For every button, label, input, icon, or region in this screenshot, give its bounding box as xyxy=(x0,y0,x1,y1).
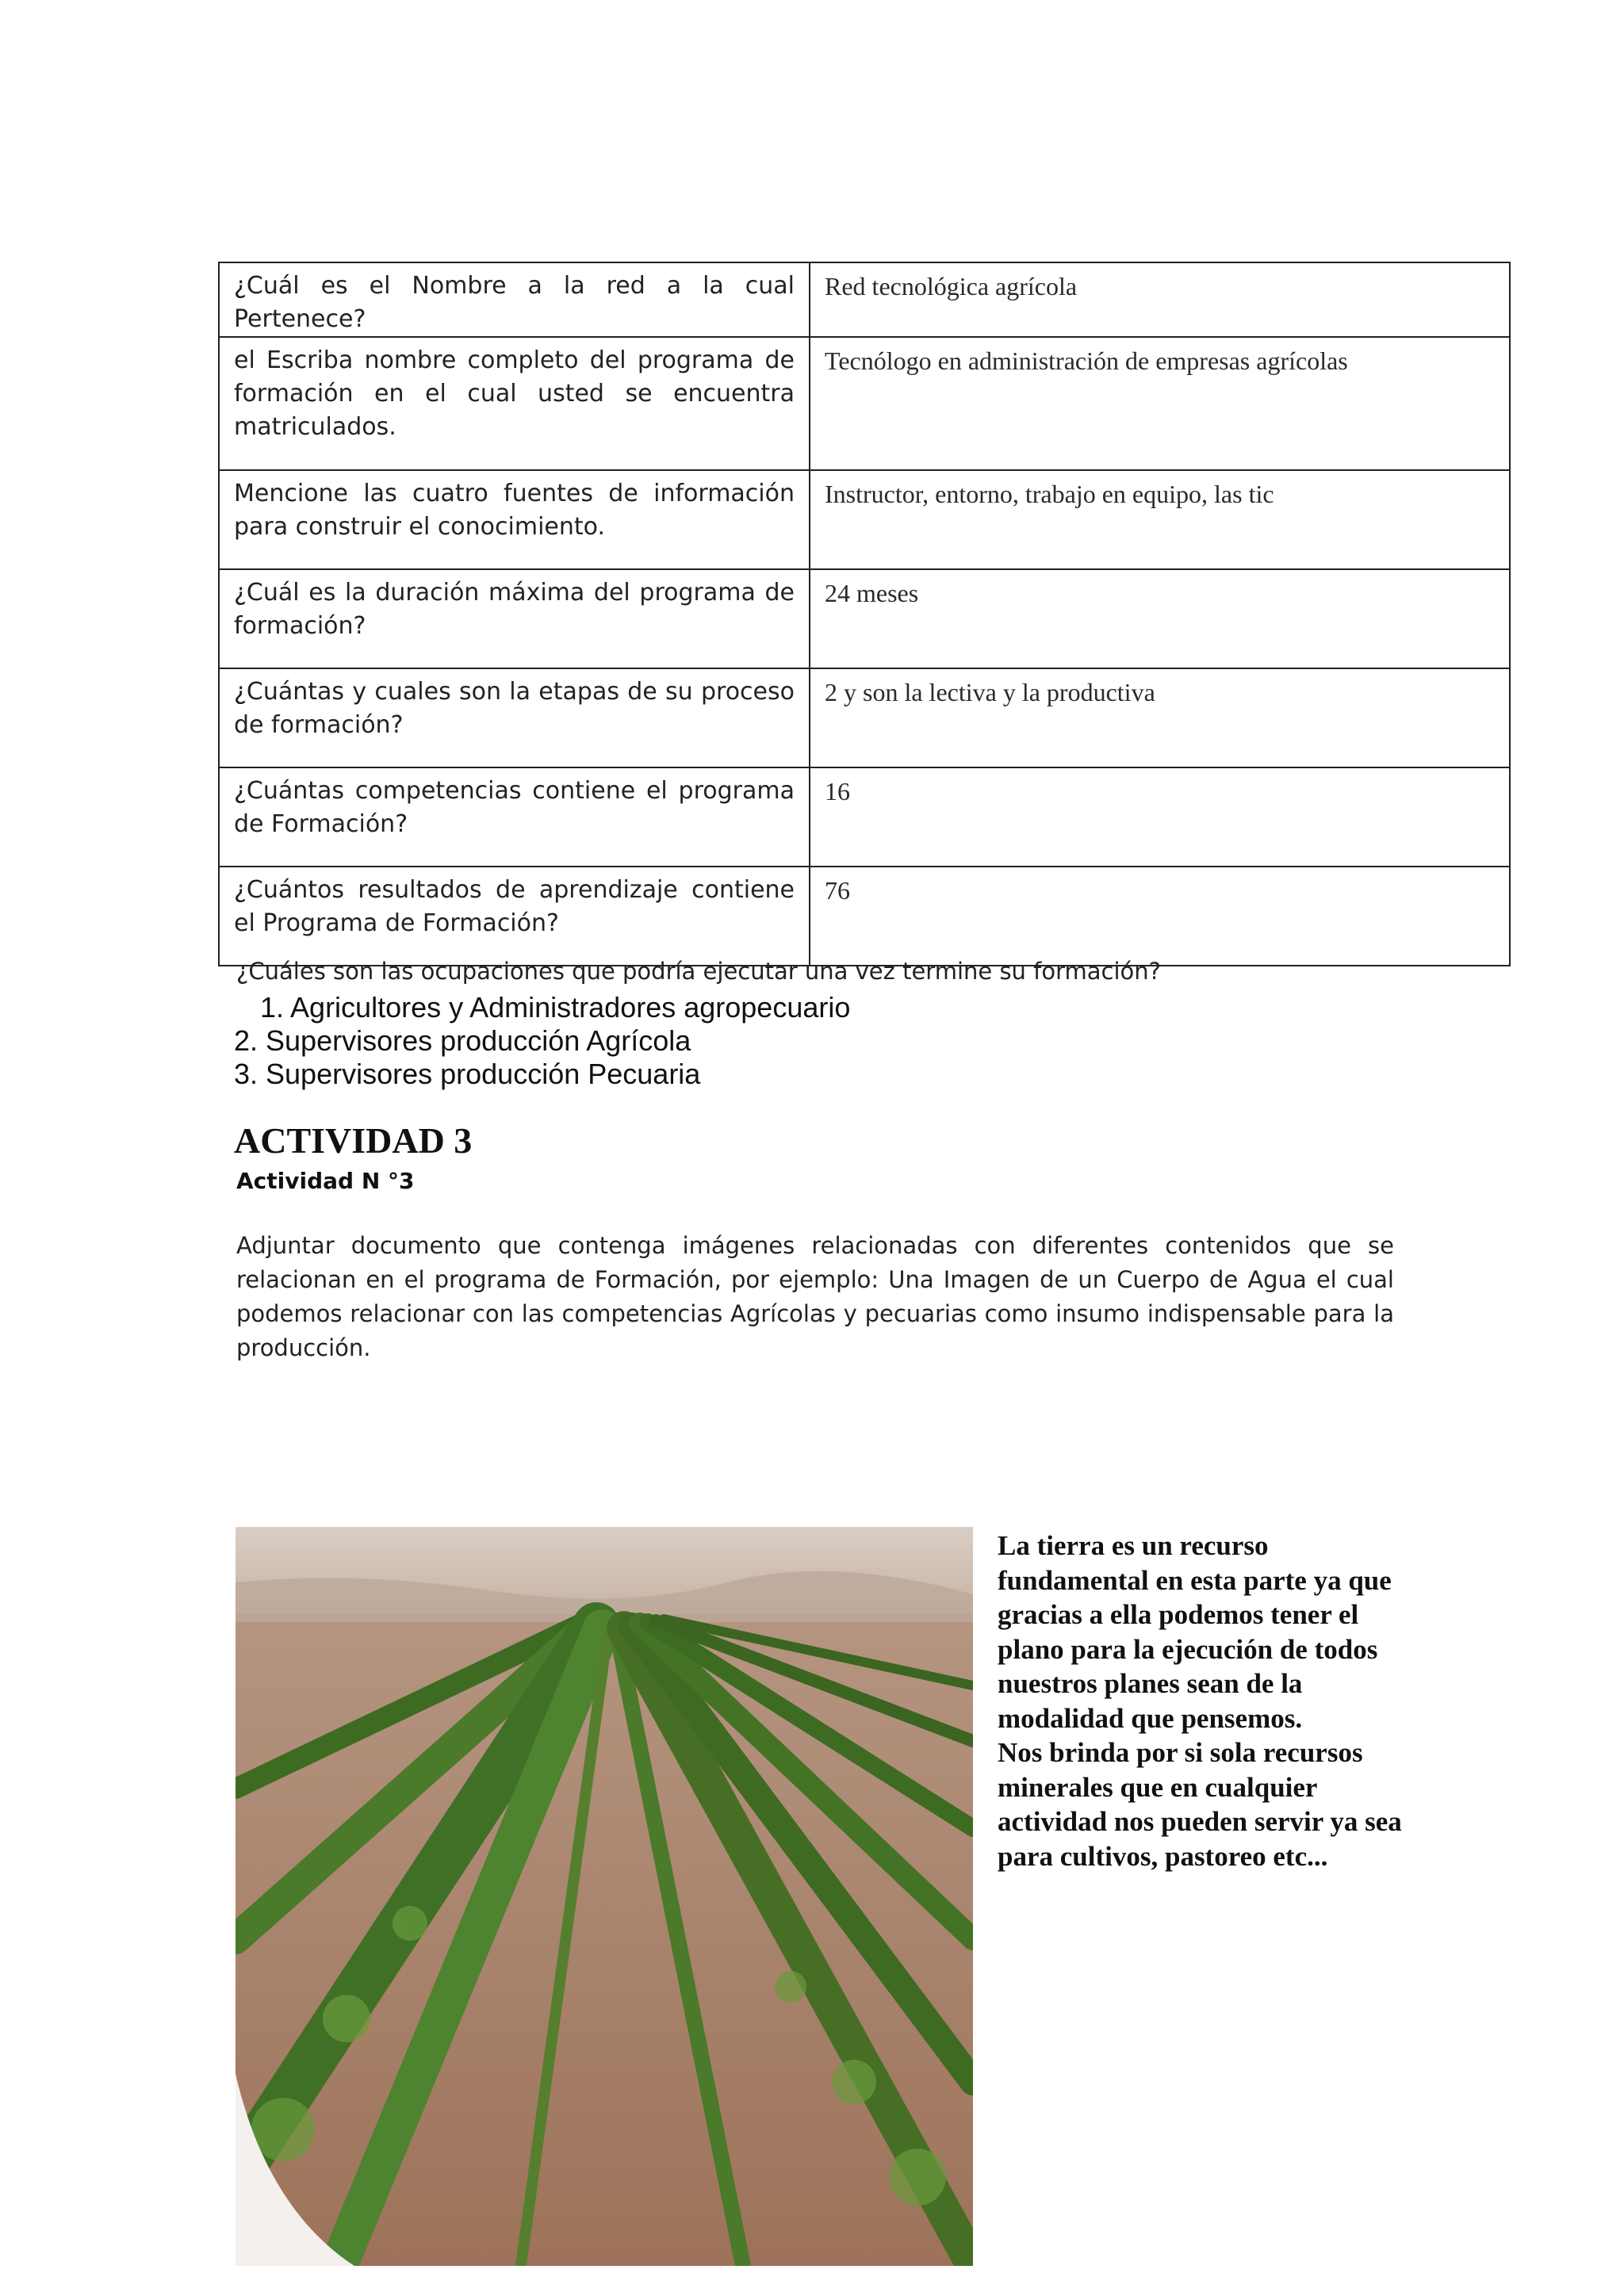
table-row xyxy=(219,569,1510,668)
question-cell: ¿Cuántos resultados de aprendizaje contiene el Programa de Formación? xyxy=(219,867,810,966)
answer-cell: 24 meses xyxy=(810,569,1510,668)
table-row xyxy=(219,867,1510,966)
table-row xyxy=(219,767,1510,867)
answer-cell: 2 y son la lectiva y la productiva xyxy=(810,668,1510,767)
qa-table xyxy=(218,262,1511,966)
answer-cell: 76 xyxy=(810,867,1510,966)
vineyard-illustration xyxy=(236,1527,973,2266)
activity-title: ACTIVIDAD 3 xyxy=(234,1120,473,1161)
side-text xyxy=(998,1529,1410,1873)
side-paragraph-2: Nos brinda por si sola recursos minerales que en cualquier actividad nos pueden servir ya sea para cultivos, pastoreo etc... xyxy=(998,1737,1402,1872)
activity-description: Adjuntar documento que contenga imágenes relacionadas con diferentes contenidos que se relacionan en el programa de Formación, por ejemplo: Una Imagen de un Cuerpo de Agua el cual podemos relacionar con las competencias Agrícolas y pecuarias como insumo indispensable para la producción. xyxy=(236,1232,1394,1361)
list-item: 3. Supervisores producción Pecuaria xyxy=(234,1058,701,1090)
list-item: 1. Agricultores y Administradores agropecuario xyxy=(260,991,851,1024)
list-item: 2. Supervisores producción Agrícola xyxy=(234,1024,691,1057)
question-cell: el Escriba nombre completo del programa de formación en el cual usted se encuentra matriculados. xyxy=(219,337,810,470)
question-cell: ¿Cuántas competencias contiene el programa de Formación? xyxy=(219,767,810,867)
activity-subtitle: Actividad N °3 xyxy=(236,1168,415,1194)
question-cell: ¿Cuántas y cuales son la etapas de su proceso de formación? xyxy=(219,668,810,767)
table-row xyxy=(219,470,1510,569)
answer-cell: Red tecnológica agrícola xyxy=(810,262,1510,337)
side-paragraph-1: La tierra es un recurso fundamental en esta parte ya que gracias a ella podemos tener el plano para la ejecución de todos nuestros planes sean de la modalidad que pensemos. xyxy=(998,1530,1392,1734)
table-row xyxy=(219,262,1510,337)
table-row xyxy=(219,668,1510,767)
table-row xyxy=(219,337,1510,470)
occupations-question: ¿Cuáles son las ocupaciones que podría ejecutar una vez termine su formación? xyxy=(236,958,1162,985)
answer-cell: 16 xyxy=(810,767,1510,867)
vineyard-photo xyxy=(236,1527,973,2266)
answer-cell: Instructor, entorno, trabajo en equipo, las tic xyxy=(810,470,1510,569)
answer-cell: Tecnólogo en administración de empresas agrícolas xyxy=(810,337,1510,470)
question-cell: ¿Cuál es el Nombre a la red a la cual Pertenece? xyxy=(219,262,810,337)
question-cell: Mencione las cuatro fuentes de información para construir el conocimiento. xyxy=(219,470,810,569)
question-cell: ¿Cuál es la duración máxima del programa de formación? xyxy=(219,569,810,668)
